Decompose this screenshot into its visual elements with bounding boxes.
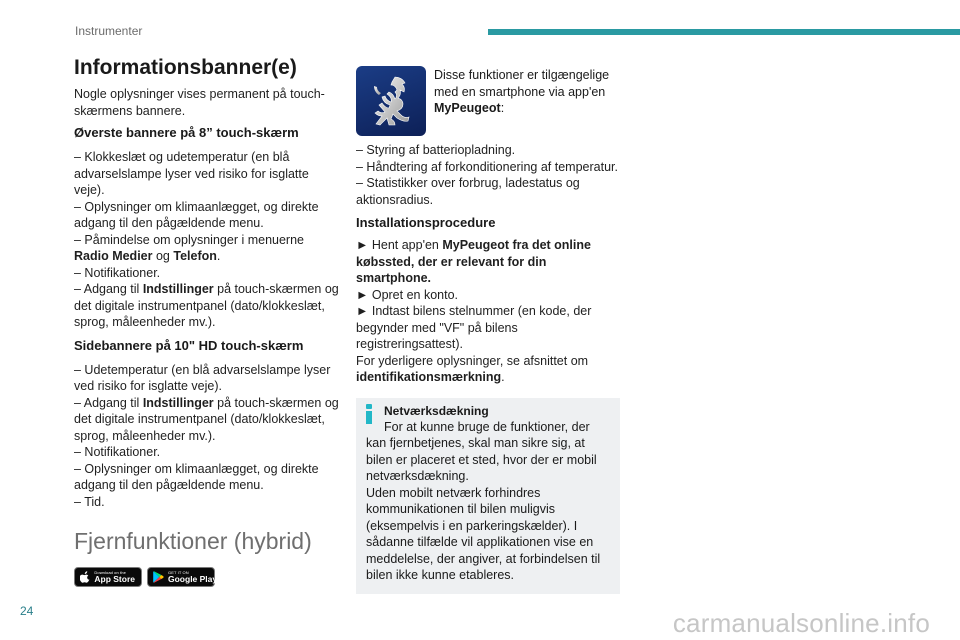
lion-icon (365, 73, 417, 129)
note-title: Netværksdækning (384, 403, 489, 418)
google-play-badge[interactable] (147, 567, 218, 587)
right-column (356, 66, 622, 594)
note-body (366, 419, 608, 584)
subheading-side-banners: Sidebannere på 10" HD touch-skærm (74, 337, 304, 353)
install-step: ► Opret en konto. (356, 287, 459, 302)
list-item: – Påmindelse om oplysninger i menuerne Radio Medier og Telefon. (74, 232, 304, 263)
list-item: – Adgang til Indstillinger på touch-skærmen og det digitale instrumentpanel (dato/klokkeslæt, sprog, måleenheder mv.). (74, 282, 339, 329)
remote-functions-list (356, 142, 622, 208)
list-item: – Styring af batteriopladning. (356, 143, 516, 157)
note-paragraph: Uden mobilt netværk forhindres kommunikationen til bilen muligvis (eksempelvis i en parkeringskælder). I sådanne tilfælde vil applikationen vise en meddelelse, der angiver, at forbindelsen til bilen ikke kunne etableres. (366, 485, 601, 582)
app-store-badge[interactable] (74, 567, 142, 587)
installation-heading: Installationsprocedure (356, 215, 496, 230)
list-item: – Oplysninger om klimaanlægget, og direkte adgang til den pågældende menu. (74, 461, 319, 492)
install-reference: For yderligere oplysninger, se afsnittet om identifikationsmærkning. (356, 353, 589, 384)
page-number: 24 (20, 604, 34, 618)
side-banner-list (74, 362, 342, 511)
network-coverage-note (356, 398, 620, 594)
subheading-top-banners: Øverste bannere på 8” touch-skærm (74, 125, 299, 140)
info-icon (365, 404, 373, 424)
top-banner-list (74, 149, 342, 331)
app-intro-text: Disse funktioner er tilgængelige med en smartphone via app'en MyPeugeot: (434, 68, 610, 115)
banner-intro: Nogle oplysninger vises permanent på touch-skærmens bannere. (74, 87, 325, 118)
installation-steps (356, 237, 622, 386)
list-item: – Statistikker over forbrug, ladestatus og aktionsradius. (356, 176, 580, 207)
install-step: ► Hent app'en MyPeugeot fra det online købssted, der er relevant for din smartphone. (356, 238, 591, 285)
running-header-section: Instrumenter (75, 24, 143, 38)
mypeugeot-app-icon (356, 66, 426, 136)
list-item: – Klokkeslæt og udetemperatur (en blå advarselslampe lyser ved risiko for isglatte veje). (74, 150, 309, 197)
list-item: – Adgang til Indstillinger på touch-skærmen og det digitale instrumentpanel (dato/klokkeslæt, sprog, måleenheder mv.). (74, 395, 339, 443)
list-item: – Udetemperatur (en blå advarselslampe lyser ved risiko for isglatte veje). (74, 362, 331, 393)
list-item: – Tid. (74, 494, 105, 509)
list-item: – Håndtering af forkonditionering af temperatur. (356, 159, 618, 174)
app-store-label: App Store (94, 573, 135, 584)
google-play-icon (153, 571, 164, 583)
left-column (74, 55, 342, 587)
store-badges (74, 567, 342, 587)
list-item: – Oplysninger om klimaanlægget, og direkte adgang til den pågældende menu. (74, 199, 319, 230)
section-title: Informationsbanner(e) (74, 56, 297, 79)
google-play-label: Google Play (168, 573, 218, 584)
watermark: carmanualsonline.info (672, 608, 930, 638)
app-intro-row (356, 66, 622, 136)
list-item: – Notifikationer. (74, 265, 161, 280)
note-paragraph: For at kunne bruge de funktioner, der kan fjernbetjenes, skal man sikre sig, at bilen er placeret et sted, hvor der er mobil netværksdækning. (366, 419, 597, 483)
header-accent-bar (488, 29, 960, 35)
install-step: ► Indtast bilens stelnummer (en kode, der begynder med "VF" på bilens registreringsattest). (356, 304, 592, 351)
apple-icon (80, 571, 90, 583)
app-store-caption: Download on the (94, 569, 126, 575)
list-item: – Notifikationer. (74, 445, 161, 459)
remote-functions-heading: Fjernfunktioner (hybrid) (74, 528, 312, 554)
google-play-caption: GET IT ON (168, 569, 189, 575)
